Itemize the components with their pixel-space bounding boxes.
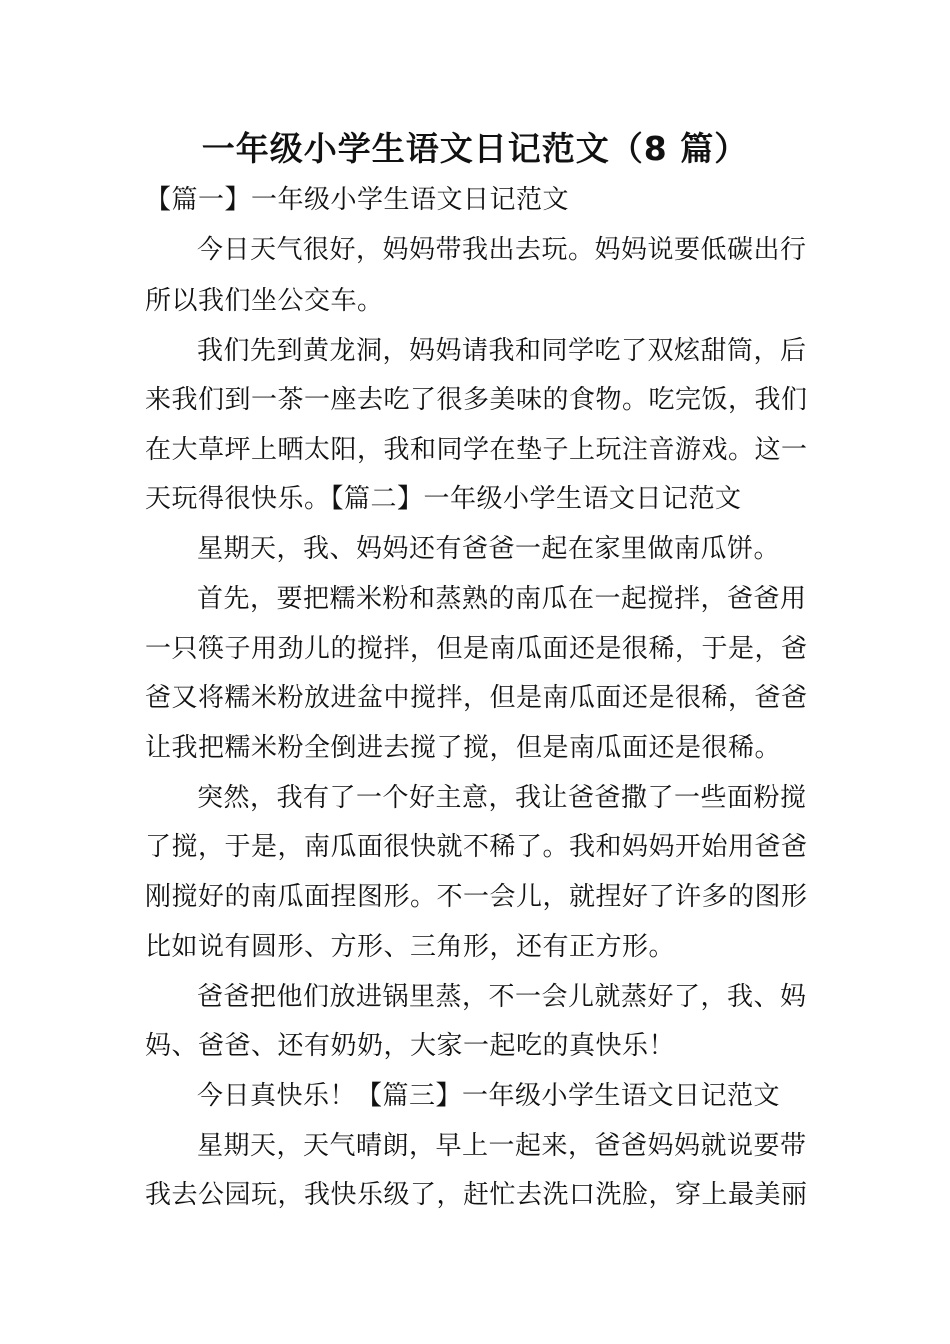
text-line: 星期天，天气晴朗，早上一起来，爸爸妈妈就说要带 (197, 1131, 807, 1161)
text-line: 我去公园玩，我快乐级了，赶忙去洗口洗脸，穿上最美丽 (145, 1180, 808, 1210)
text-line: 让我把糯米粉全倒进去搅了搅，但是南瓜面还是很稀。 (145, 733, 782, 763)
text-line: 比如说有圆形、方形、三角形，还有正方形。 (145, 932, 676, 962)
text-line: 天玩得很快乐。【篇二】一年级小学生语文日记范文 (145, 484, 742, 514)
text-line: 刚搅好的南瓜面捏图形。不一会儿，就捏好了许多的图形 (145, 882, 808, 912)
text-line: 爸又将糯米粉放进盆中搅拌，但是南瓜面还是很稀，爸爸 (145, 683, 808, 713)
document-title: 一年级小学生语文日记范文（8 篇） (201, 129, 749, 168)
text-line: 首先，要把糯米粉和蒸熟的南瓜在一起搅拌，爸爸用 (197, 584, 807, 614)
text-line: 妈、爸爸、还有奶奶，大家一起吃的真快乐！ (145, 1031, 676, 1061)
text-line: 爸爸把他们放进锅里蒸，不一会儿就蒸好了，我、妈 (197, 982, 807, 1012)
text-line: 我们先到黄龙洞，妈妈请我和同学吃了双炫甜筒，后 (197, 336, 807, 366)
text-line: 来我们到一茶一座去吃了很多美味的食物。吃完饭，我们 (145, 385, 808, 415)
text-line: 所以我们坐公交车。 (145, 286, 384, 316)
text-line: 在大草坪上晒太阳，我和同学在垫子上玩注音游戏。这一 (145, 435, 808, 465)
text-line: 一只筷子用劲儿的搅拌，但是南瓜面还是很稀，于是，爸 (145, 634, 808, 664)
text-line: 了搅，于是，南瓜面很快就不稀了。我和妈妈开始用爸爸 (145, 832, 808, 862)
text-line: 星期天，我、妈妈还有爸爸一起在家里做南瓜饼。 (197, 534, 781, 564)
section-heading-1: 【篇一】一年级小学生语文日记范文 (145, 185, 570, 215)
text-line: 今日真快乐！【篇三】一年级小学生语文日记范文 (197, 1081, 781, 1111)
text-line: 突然，我有了一个好主意，我让爸爸撒了一些面粉搅 (197, 783, 807, 813)
text-line: 今日天气很好，妈妈带我出去玩。妈妈说要低碳出行 (197, 235, 807, 265)
